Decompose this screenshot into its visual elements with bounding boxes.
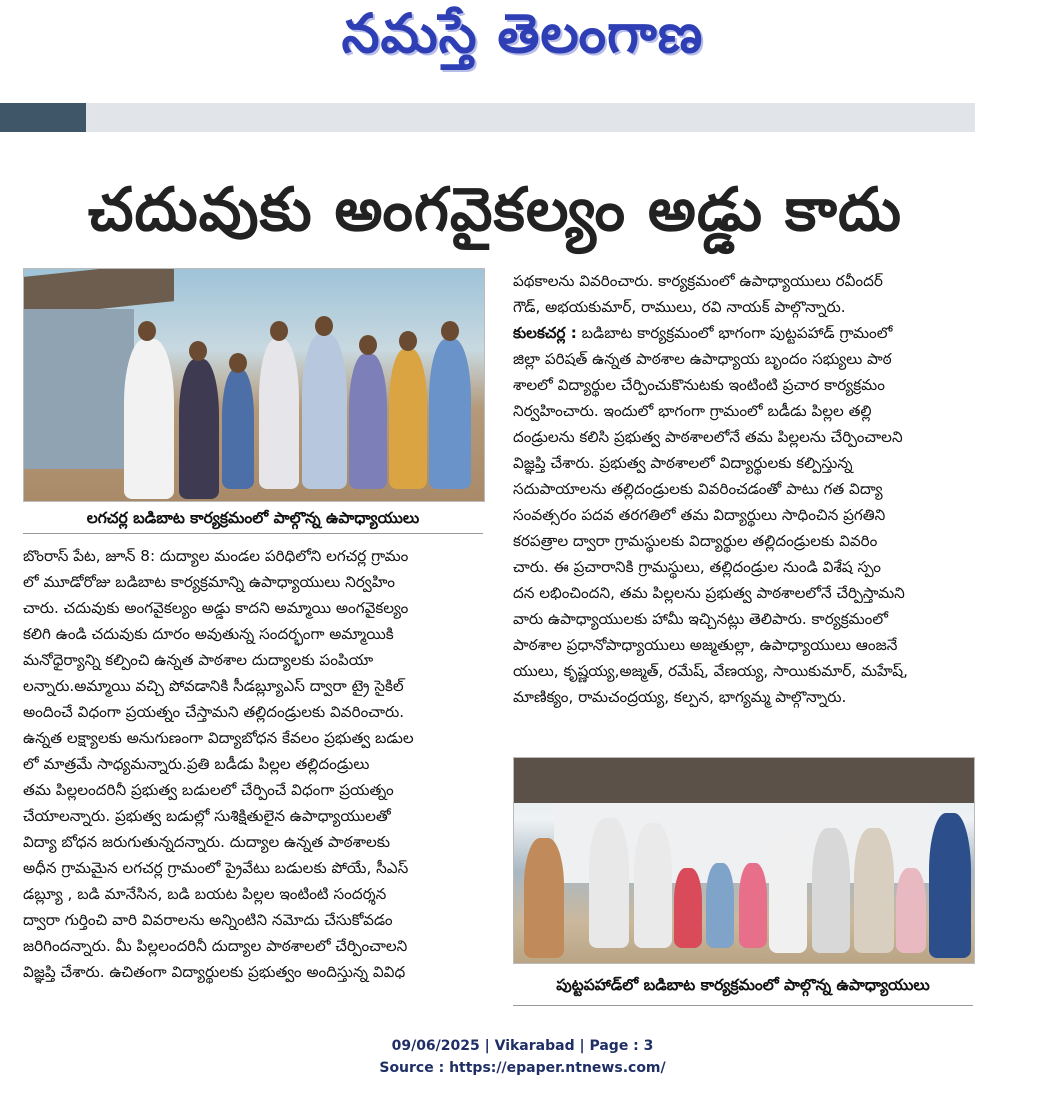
article-line: కలిగి ఉండి చదువుకు దూరం అవుతున్న సందర్భంగా అమ్మాయికి <box>23 625 394 643</box>
article-line: మనోధైర్యాన్ని కల్పించి ఉన్నత పాఠశాల దుద్యాలకు పంపియా <box>23 651 374 669</box>
article-line: తమ పిల్లలందరినీ ప్రభుత్వ బడులలో చేర్పించే విధంగా ప్రయత్నం <box>23 781 394 799</box>
article-line: డబ్ల్యూ , బడి మానేసిన, బడి బయట పిల్లల ఇంటింటి సందర్శన <box>23 885 387 903</box>
article-line: అందించే విధంగా ప్రయత్నం చేస్తామని తల్లిదండ్రులకు వివరించారు. <box>23 703 405 721</box>
article-headline: చదువుకు అంగవైకల్యం అడ్డు కాదు <box>87 175 903 245</box>
article-line: బొంరాస్ పేట, జూన్ 8: దుద్యాల మండల పరిధిలోని లగచర్ల గ్రామం <box>23 547 409 565</box>
article-line: అధీన గ్రామమైన లగచర్ల గ్రామంలో ప్రైవేటు బడులకు పోయే, సీఎస్ <box>23 859 409 877</box>
article-line: గౌడ్, అభయకుమార్, రాములు, రవి నాయక్ పాల్గొన్నారు. <box>513 298 846 316</box>
article-line: పథకాలను వివరించారు. కార్యక్రమంలో ఉపాధ్యాయులు రవీందర్ <box>513 272 883 290</box>
photo-person <box>739 863 767 948</box>
photo-head <box>359 335 377 355</box>
article-line: లన్నారు.అమ్మాయి వచ్చి పోవడానికి సీడబ్ల్యూఎస్ ద్వారా ట్రై సైకిల్ <box>23 677 404 695</box>
photo-person <box>429 339 471 489</box>
photo-head <box>270 321 288 341</box>
masthead <box>0 0 1045 80</box>
article-line: లో మాత్రమే సాధ్యమన్నారు.ప్రతి బడీడు పిల్లల తల్లిదండ్రులు <box>23 755 370 773</box>
photo-person <box>124 339 174 499</box>
photo-person <box>589 818 629 948</box>
article-line-lead <box>513 320 975 346</box>
article-line: మాణిక్యం, రామచంద్రయ్య, కల్పన, భాగ్యమ్మ పాల్గొన్నారు. <box>513 688 847 706</box>
article-photo-puttapahad <box>513 757 975 964</box>
photo-person <box>179 359 219 499</box>
header-band-light <box>86 103 975 132</box>
footer-date-page: 09/06/2025 | Vikarabad | Page : 3 <box>391 1038 654 1054</box>
article-right-rest <box>513 346 975 710</box>
article-line: వారు ఉపాధ్యాయులకు హామీ ఇచ్చినట్లు తెలిపారు. కార్యక్రమంలో <box>513 610 889 628</box>
article-right-column <box>513 268 975 710</box>
photo-person <box>812 828 850 953</box>
article-line: లో మూడోరోజు బడిబాట కార్యక్రమాన్ని ఉపాధ్యాయులు నిర్వహిం <box>23 573 395 591</box>
photo-person <box>674 868 702 948</box>
photo-person <box>929 813 971 958</box>
photo-person <box>259 339 299 489</box>
photo-person <box>634 823 672 948</box>
photo-head <box>315 316 333 336</box>
article-photo-lagacharla <box>23 268 485 502</box>
photo-person <box>854 828 894 953</box>
newspaper-logo: నమస్తే తెలంగాణ <box>341 1 704 65</box>
photo-wall <box>24 309 134 469</box>
article-line: దండ్రులను కలిసి ప్రభుత్వ పాఠశాలలోనే తమ పిల్లలను చేర్పించాలని <box>513 428 903 446</box>
photo-head <box>138 321 156 341</box>
article-line: పాఠశాల ప్రధానోపాధ్యాయులు అజ్మతుల్లా, ఉపాధ్యాయులు ఆంజనే <box>513 636 898 654</box>
article-line: శాలలో విద్యార్థుల చేర్పించుకొనుటకు ఇంటింటి ప్రచార కార్యక్రమం <box>513 376 885 394</box>
article-line: యులు, కృష్ణయ్య,అజ్మత్, రమేష్, వేణయ్య, సాయికుమార్, మహేష్, <box>513 662 908 680</box>
photo-head <box>441 321 459 341</box>
photo-person <box>349 354 387 489</box>
photo-person <box>302 334 347 489</box>
article-line: దన లభించిందని, తమ పిల్లలను ప్రభుత్వ పాఠశాలలోనే చేర్పిస్తామని <box>513 584 905 602</box>
article-line: విజ్ఞప్తి చేశారు. ఉచితంగా విద్యార్థులకు ప్రభుత్వం అందిస్తున్న వివిధ <box>23 963 406 981</box>
article-line: విజ్ఞప్తి చేశారు. ప్రభుత్వ పాఠశాలలో విద్యార్థులకు కల్పిస్తున్న <box>513 454 853 472</box>
photo-person <box>769 828 807 953</box>
article-line-text: బడిబాట కార్యక్రమంలో భాగంగా పుట్టపహాడ్ గ్రామంలో <box>576 324 893 342</box>
article-line: ద్వారా గుర్తించి వారి వివరాలను అన్నింటిని నమోదు చేసుకోవడం <box>23 911 393 929</box>
photo-person <box>222 369 254 489</box>
article-line: చారు. చదువుకు అంగవైకల్యం అడ్డు కాదని అమ్మాయి అంగవైకల్యం <box>23 599 409 617</box>
article-line: చేయాలన్నారు. ప్రభుత్వ బడుల్లో సుశిక్షితులైన ఉపాధ్యాయులతో <box>23 807 391 825</box>
article-line: సదుపాయాలను తల్లిదండ్రులకు వివరించడంతో పాటు గత విద్యా <box>513 480 883 498</box>
photo-roof <box>514 758 974 803</box>
photo-head <box>399 331 417 351</box>
article-line: చారు. ఈ ప్రచారానికి గ్రామస్థులు, తల్లిదండ్రుల నుండి విశేష స్పం <box>513 558 881 576</box>
photo-person <box>524 838 564 958</box>
footer-source: Source : https://epaper.ntnews.com/ <box>379 1060 666 1076</box>
photo-person <box>706 863 734 948</box>
article-line: సంవత్సరం పదవ తరగతిలో తమ విద్యార్థులు సాధించిన ప్రగతిని <box>513 506 886 524</box>
article-line: విద్యా బోధన జరుగుతున్నదన్నారు. దుద్యాల ఉన్నత పాఠశాలకు <box>23 833 390 851</box>
article-line: నిర్వహించారు. ఇందులో భాగంగా గ్రామంలో బడీడు పిల్లల తల్లి <box>513 402 872 420</box>
article-line: జిల్లా పరిషత్ ఉన్నత పాఠశాల ఉపాధ్యాయ బృందం సభ్యులు పాఠ <box>513 350 892 368</box>
photo-person <box>896 868 926 953</box>
photo-person <box>389 349 427 489</box>
dateline-lead: కులకచర్ల : <box>513 324 577 342</box>
photo-caption-1: లగచర్ల బడిబాట కార్యక్రమంలో పాల్గొన్న ఉపాధ్యాయులు <box>23 503 483 534</box>
article-line: కరపత్రాల ద్వారా గ్రామస్థులకు విద్యార్థుల తల్లిదండ్రులకు వివరిం <box>513 532 878 550</box>
header-band-dark <box>0 103 86 132</box>
photo-caption-2: పుట్టపహాడ్‌లో బడిబాట కార్యక్రమంలో పాల్గొన్న ఉపాధ్యాయులు <box>513 965 973 1006</box>
article-line: జరిగిందన్నారు. మీ పిల్లలందరినీ దుద్యాల పాఠశాలలో చేర్పించాలని <box>23 937 408 955</box>
photo-head <box>229 353 247 373</box>
photo-head <box>189 341 207 361</box>
article-line: ఉన్నత లక్ష్యాలకు అనుగుణంగా విద్యాబోధన కేవలం ప్రభుత్వ బడుల <box>23 729 414 747</box>
article-left-column <box>23 543 483 985</box>
